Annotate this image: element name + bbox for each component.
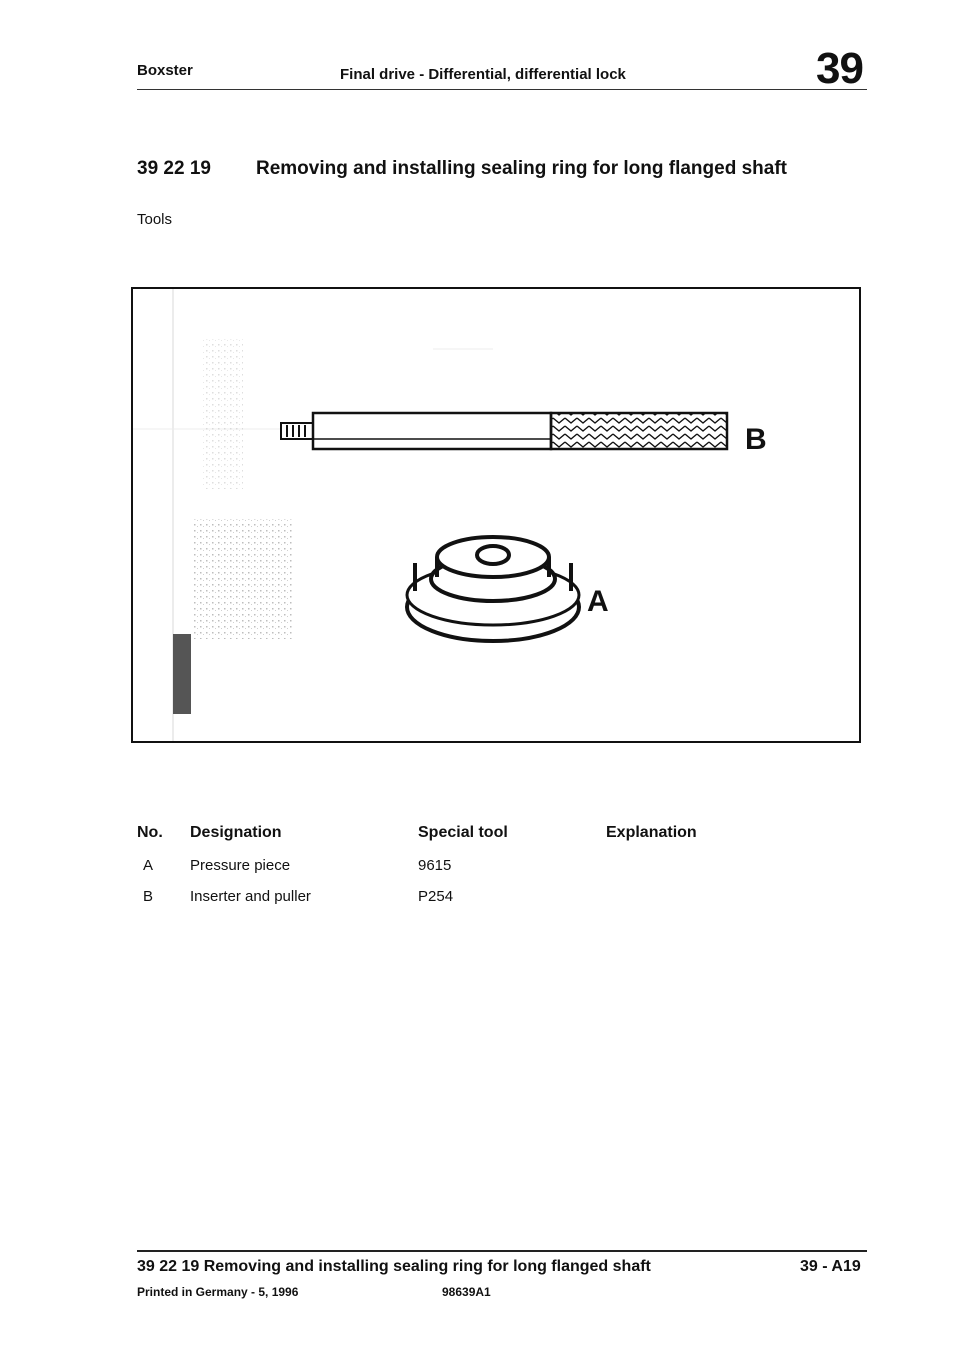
footer-title: 39 22 19 Removing and installing sealing ring for long flanged shaft bbox=[137, 1258, 651, 1275]
row-b-special-tool: P254 bbox=[418, 888, 454, 905]
tools-label: Tools bbox=[137, 211, 173, 228]
header-model: Boxster bbox=[137, 62, 193, 79]
header-divider bbox=[137, 89, 867, 90]
row-a-no: A bbox=[143, 857, 154, 874]
footer-divider bbox=[137, 1250, 867, 1252]
col-header-explanation: Explanation bbox=[606, 824, 697, 841]
col-header-designation: Designation bbox=[190, 824, 282, 841]
tools-illustration bbox=[133, 289, 859, 741]
col-header-no: No. bbox=[137, 824, 163, 841]
section-number: 39 22 19 bbox=[137, 158, 211, 179]
tool-b-inserter-and-puller bbox=[281, 413, 727, 449]
row-b-no: B bbox=[143, 888, 154, 905]
printed-info: Printed in Germany - 5, 1996 bbox=[137, 1285, 299, 1299]
row-a-special-tool: 9615 bbox=[418, 857, 452, 874]
document-code: 98639A1 bbox=[442, 1285, 491, 1299]
row-a-designation: Pressure piece bbox=[190, 857, 291, 874]
group-number: 39 bbox=[816, 44, 863, 93]
col-header-special-tool: Special tool bbox=[418, 824, 508, 841]
section-title: Removing and installing sealing ring for long flanged shaft bbox=[256, 158, 787, 179]
header-title: Final drive - Differential, differential lock bbox=[340, 66, 626, 83]
label-a: A bbox=[587, 585, 609, 618]
page-number: 39 - A19 bbox=[800, 1258, 861, 1275]
tools-figure bbox=[131, 287, 861, 743]
tool-a-pressure-piece bbox=[407, 537, 579, 641]
row-b-designation: Inserter and puller bbox=[190, 888, 311, 905]
scan-bar bbox=[173, 634, 191, 714]
label-b: B bbox=[745, 423, 767, 456]
